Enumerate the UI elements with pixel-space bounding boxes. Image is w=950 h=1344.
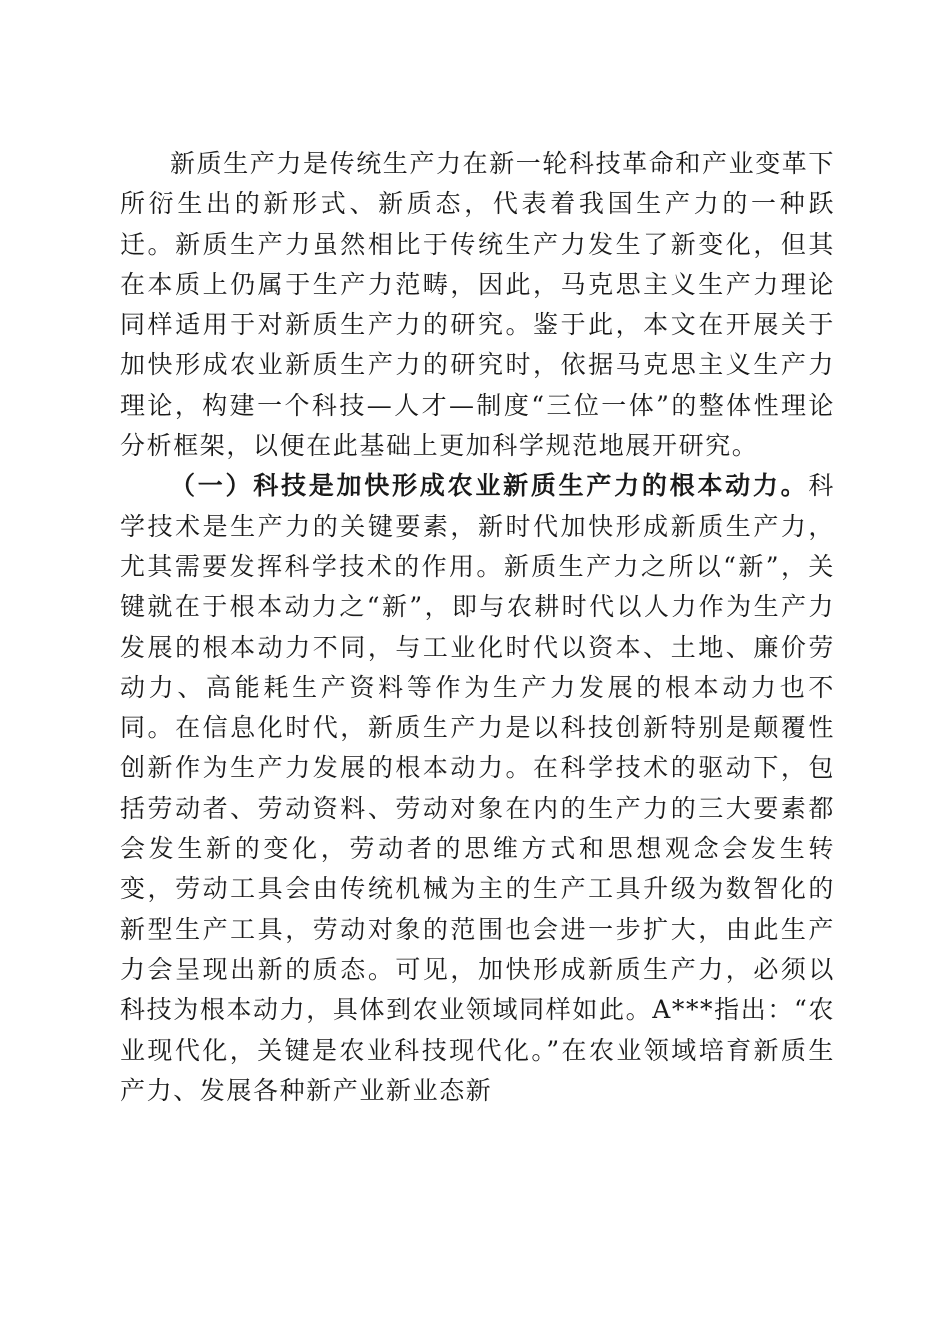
paragraph-intro (120, 144, 835, 466)
body-text (120, 144, 835, 1111)
paragraph-intro-text: 新质生产力是传统生产力在新一轮科技革命和产业变革下所衍生出的新形式、新质态，代表着我国生产力的一种跃迁。新质生产力虽然相比于传统生产力发生了新变化，但其在本质上仍属于生产力范畴，因此，马克思主义生产力理论同样适用于对新质生产力的研究。鉴于此，本文在开展关于加快形成农业新质生产力的研究时，依据马克思主义生产力理论，构建一个科技—人才—制度“三位一体”的整体性理论分析框架，以便在此基础上更加科学规范地展开研究。 (120, 149, 836, 461)
section-1-text: 科学技术是生产力的关键要素，新时代加快形成新质生产力，尤其需要发挥科学技术的作用。新质生产力之所以“新”，关键就在于根本动力之“新”，即与农耕时代以人力作为生产力发展的根本动力不同，与工业化时代以资本、土地、廉价劳动力、高能耗生产资料等作为生产力发展的根本动力也不同。在信息化时代，新质生产力是以科技创新特别是颠覆性创新作为生产力发展的根本动力。在科学技术的驱动下，包括劳动者、劳动资料、劳动对象在内的生产力的三大要素都会发生新的变化，劳动者的思维方式和思想观念会发生转变，劳动工具会由传统机械为主的生产工具升级为数智化的新型生产工具，劳动对象的范围也会进一步扩大，由此生产力会呈现出新的质态。可见，加快形成新质生产力，必须以科技为根本动力，具体到农业领域同样如此。A***指出：“农业现代化，关键是农业科技现代化。”在农业领域培育新质生产力、发展各种新产业新业态新 (120, 471, 835, 1105)
section-1-heading: （一）科技是加快形成农业新质生产力的根本动力。 (170, 471, 809, 501)
paragraph-section-1 (120, 466, 835, 1111)
